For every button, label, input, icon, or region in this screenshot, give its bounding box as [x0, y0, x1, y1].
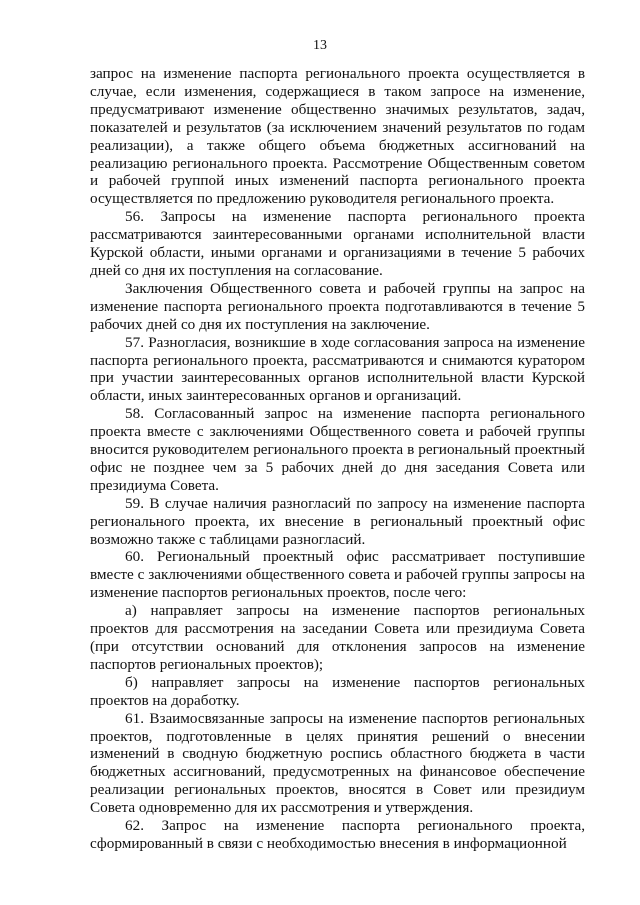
paragraph-61: 61. Взаимосвязанные запросы на изменение паспортов региональных проектов, подготовленные в целях принятия решений о внесении изменений в сводную бюджетную роспись областного бюджета в части бюджетных ассигнований, предусмотренных на финансовое обеспечение реализации региональных проектов, вносятся в Совет или президиум Совета одновременно для их рассмотрения и утверждения. — [90, 709, 585, 817]
paragraph-59: 59. В случае наличия разногласий по запросу на изменение паспорта регионального проекта, их внесение в региональный проектный офис возможно также с таблицами разногласий. — [90, 494, 585, 548]
document-body — [90, 65, 585, 853]
paragraph-57: 57. Разногласия, возникшие в ходе согласования запроса на изменение паспорта регионального проекта, рассматриваются и снимаются куратором при участии заинтересованных органов исполнительной власти Курской области, иных заинтересованных органов и организаций. — [90, 333, 585, 405]
paragraph-60: 60. Региональный проектный офис рассматривает поступившие вместе с заключениями общественного совета и рабочей группы запросы на изменение паспортов региональных проектов, после чего: — [90, 548, 585, 602]
page-number: 13 — [313, 38, 327, 53]
paragraph-58: 58. Согласованный запрос на изменение паспорта регионального проекта вместе с заключениями Общественного совета и рабочей группы вносится руководителем регионального проекта в региональный проектный офис не позднее чем за 5 рабочих дней до дня заседания Совета или президиума Совета. — [90, 405, 585, 494]
paragraph-56-conclusions: Заключения Общественного совета и рабочей группы на запрос на изменение паспорта регионального проекта подготавливаются в течение 5 рабочих дней со дня их поступления на заключение. — [90, 279, 585, 333]
paragraph-60-item-a: а) направляет запросы на изменение паспортов региональных проектов для рассмотрения на заседании Совета или президиума Совета (при отсутствии оснований для отклонения запросов на изменение паспортов региональных проектов); — [90, 602, 585, 673]
paragraph-62: 62. Запрос на изменение паспорта регионального проекта, сформированный в связи с необходимостью внесения в информационной — [90, 817, 585, 852]
paragraph-60-item-b: б) направляет запросы на изменение паспортов региональных проектов на доработку. — [90, 673, 585, 709]
paragraph-56: 56. Запросы на изменение паспорта регионального проекта рассматриваются заинтересованными органами исполнительной власти Курской области, иными органами и организациями в течение 5 рабочих дней со дня их поступления на согласование. — [90, 208, 585, 279]
paragraph-continuation: запрос на изменение паспорта регионального проекта осуществляется в случае, если изменения, содержащиеся в таком запросе на изменение, предусматривают изменение общественно значимых результатов, задач, показателей и результатов (за исключением значений результатов по годам реализации), а также общего объема бюджетных ассигнований на реализацию регионального проекта. Рассмотрение Общественным советом и рабочей группой иных изменений паспорта регионального проекта осуществляется по предложению руководителя регионального проекта. — [90, 65, 585, 208]
